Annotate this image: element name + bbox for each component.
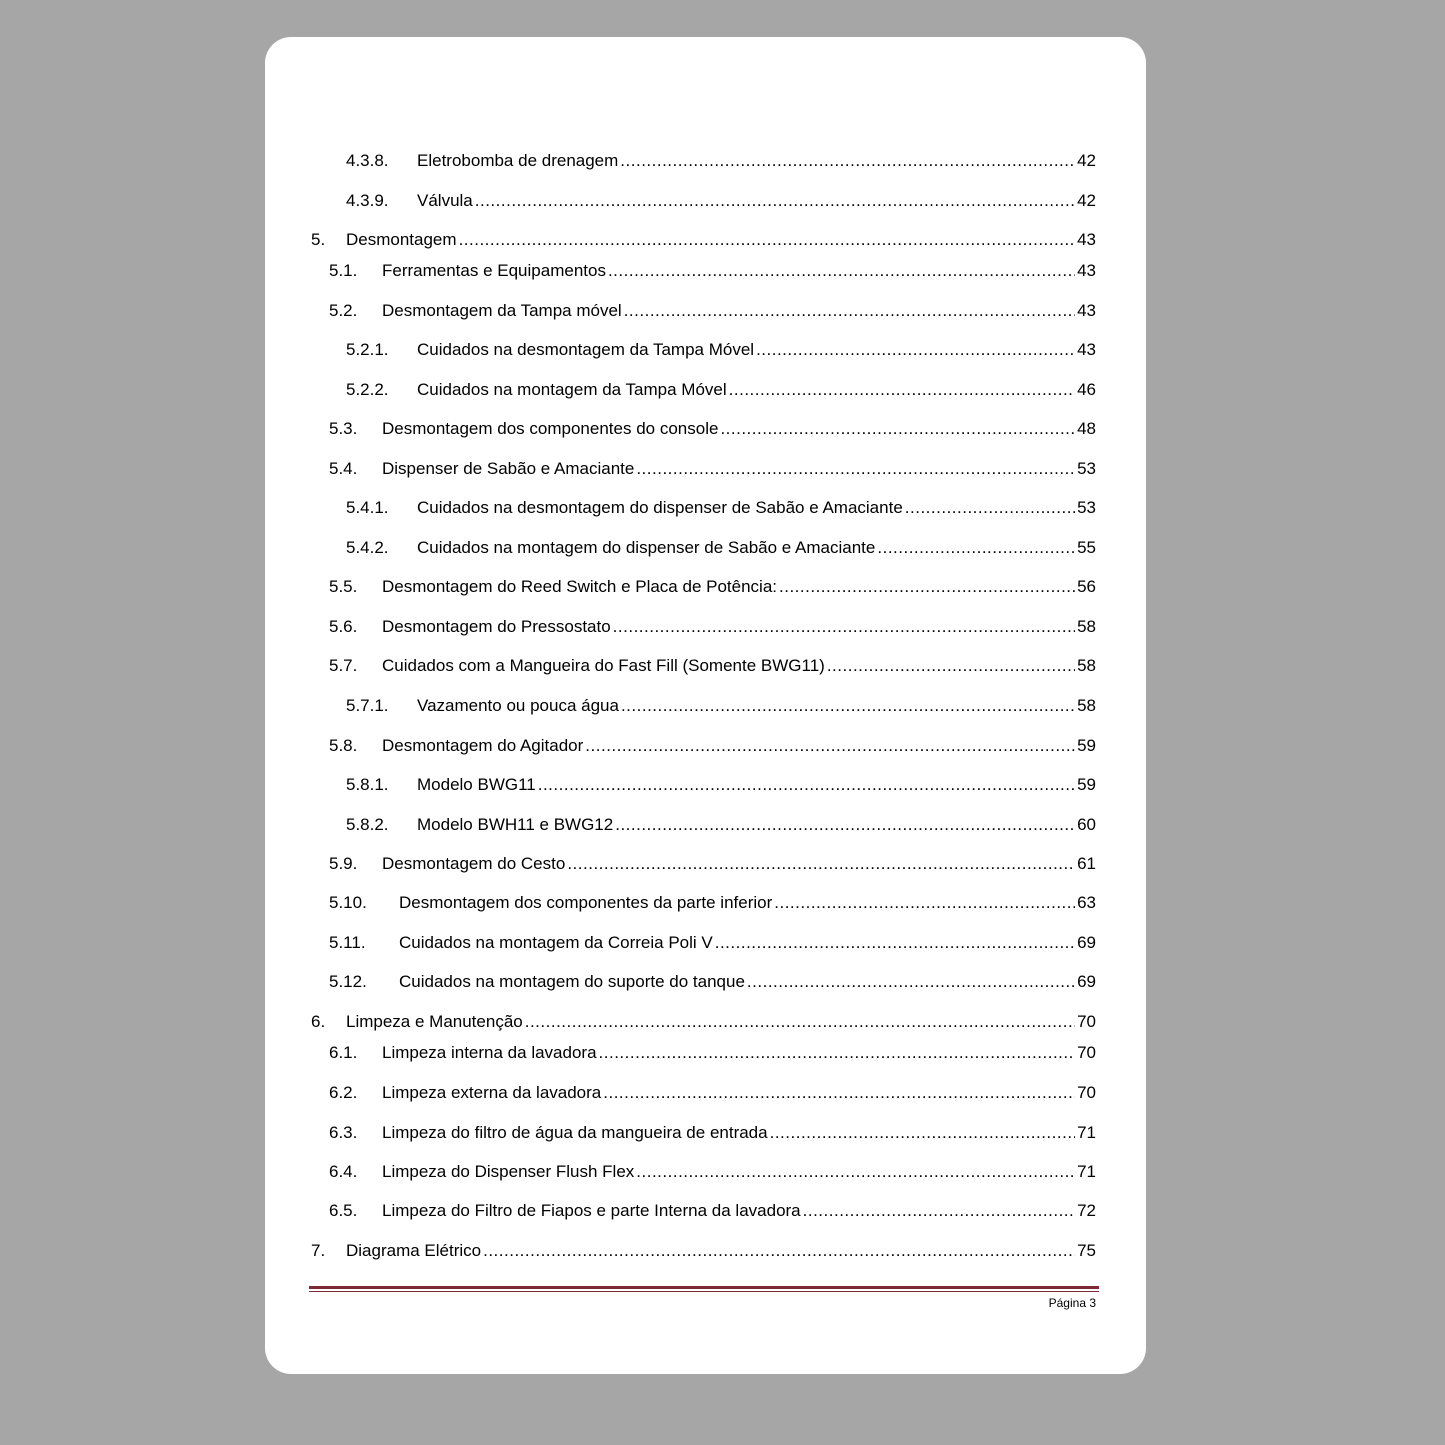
toc-dot-leader [729,378,1075,402]
toc-entry-page: 53 [1077,459,1096,478]
toc-entry-page: 72 [1077,1201,1096,1220]
toc-dot-leader [756,338,1075,362]
toc-entry-title: Cuidados na montagem da Tampa Móvel [417,380,727,399]
toc-dot-leader [636,1160,1075,1184]
toc-entry-title: Válvula [417,191,473,210]
toc-entry-number: 5.2.2. [346,380,389,399]
page-number: Página 3 [1048,1296,1096,1310]
toc-entry[interactable] [265,852,1146,876]
toc-entry-title: Cuidados na desmontagem do dispenser de Sabão e Amaciante [417,498,903,517]
toc-entry[interactable] [265,457,1146,481]
toc-dot-leader [585,734,1075,758]
toc-dot-leader [774,891,1075,915]
toc-entry-title: Cuidados com a Mangueira do Fast Fill (Somente BWG11) [382,656,825,675]
toc-entry-number: 7. [311,1241,326,1260]
toc-entry-page: 70 [1077,1012,1096,1031]
toc-entry-title: Desmontagem da Tampa móvel [382,301,622,320]
toc-dot-leader [715,931,1075,955]
toc-entry-title: Dispenser de Sabão e Amaciante [382,459,635,478]
toc-dot-leader [615,813,1075,837]
toc-entry-title: Cuidados na montagem do dispenser de Sabão e Amaciante [417,538,876,557]
toc-entry-number: 5.1. [329,261,358,280]
toc-entry-number: 5.10. [329,893,367,912]
toc-entry-page: 69 [1077,933,1096,952]
toc-entry-number: 6.2. [329,1083,358,1102]
toc-entry-page: 42 [1077,191,1096,210]
toc-entry[interactable] [265,536,1146,560]
toc-entry-title: Modelo BWG11 [417,775,536,794]
toc-dot-leader [613,615,1075,639]
toc-dot-leader [636,457,1075,481]
toc-entry-title: Desmontagem do Cesto [382,854,566,873]
toc-entry-title: Limpeza interna da lavadora [382,1043,597,1062]
document-page [265,37,1146,1374]
toc-entry-number: 5.4.1. [346,498,389,517]
toc-entry[interactable] [265,1121,1146,1145]
toc-entry-title: Limpeza do Dispenser Flush Flex [382,1162,635,1181]
toc-entry-number: 5.8.1. [346,775,389,794]
toc-entry[interactable] [265,970,1146,994]
toc-entry-page: 56 [1077,577,1096,596]
toc-entry[interactable] [265,891,1146,915]
toc-entry-title: Cuidados na montagem da Correia Poli V [399,933,713,952]
toc-entry-title: Desmontagem dos componentes da parte inferior [399,893,773,912]
toc-entry-page: 53 [1077,498,1096,517]
toc-entry-page: 63 [1077,893,1096,912]
toc-entry-page: 58 [1077,617,1096,636]
toc-entry-title: Vazamento ou pouca água [417,696,619,715]
toc-entry-title: Desmontagem do Reed Switch e Placa de Potência: [382,577,778,596]
toc-entry-title: Desmontagem do Pressostato [382,617,611,636]
toc-entry-number: 6.5. [329,1201,358,1220]
toc-dot-leader [475,189,1075,213]
toc-entry[interactable] [265,1239,1146,1263]
toc-entry[interactable] [265,228,1146,252]
toc-entry-page: 59 [1077,736,1096,755]
toc-entry-title: Desmontagem do Agitador [382,736,584,755]
toc-dot-leader [603,1081,1075,1105]
toc-entry-number: 5.7.1. [346,696,389,715]
toc-entry[interactable] [265,615,1146,639]
toc-entry[interactable] [265,931,1146,955]
toc-entry[interactable] [265,1041,1146,1065]
toc-entry-number: 5.8.2. [346,815,389,834]
toc-dot-leader [620,149,1075,173]
toc-entry-number: 5.2. [329,301,358,320]
toc-entry-page: 69 [1077,972,1096,991]
toc-entry-number: 5.3. [329,419,358,438]
toc-entry-title: Desmontagem [346,230,457,249]
toc-entry[interactable] [265,694,1146,718]
toc-entry-page: 60 [1077,815,1096,834]
toc-entry-title: Limpeza do Filtro de Fiapos e parte Interna da lavadora [382,1201,801,1220]
toc-entry-number: 5.9. [329,854,358,873]
toc-entry[interactable] [265,813,1146,837]
toc-entry-title: Limpeza do filtro de água da mangueira de entrada [382,1123,768,1142]
toc-entry-number: 5.7. [329,656,358,675]
toc-entry-page: 43 [1077,261,1096,280]
toc-entry-page: 71 [1077,1162,1096,1181]
toc-entry-page: 46 [1077,380,1096,399]
footer-divider [309,1286,1099,1293]
toc-entry-number: 6. [311,1012,326,1031]
toc-entry[interactable] [265,338,1146,362]
toc-entry-number: 5.6. [329,617,358,636]
toc-dot-leader [747,970,1075,994]
toc-entry-number: 5. [311,230,326,249]
toc-entry-number: 4.3.9. [346,191,389,210]
toc-dot-leader [525,1010,1075,1034]
toc-entry-title: Cuidados na desmontagem da Tampa Móvel [417,340,755,359]
toc-dot-leader [720,417,1075,441]
toc-entry[interactable] [265,575,1146,599]
toc-entry-page: 58 [1077,656,1096,675]
toc-dot-leader [459,228,1076,252]
toc-entry[interactable] [265,1199,1146,1223]
toc-entry-number: 5.5. [329,577,358,596]
toc-dot-leader [483,1239,1075,1263]
toc-dot-leader [624,299,1075,323]
toc-entry[interactable] [265,299,1146,323]
toc-entry-number: 5.11. [329,933,366,952]
toc-entry-number: 6.4. [329,1162,358,1181]
toc-entry-page: 75 [1077,1241,1096,1260]
toc-entry-title: Limpeza externa da lavadora [382,1083,602,1102]
toc-dot-leader [770,1121,1075,1145]
toc-entry-page: 61 [1077,854,1096,873]
toc-entry[interactable] [265,1010,1146,1034]
toc-entry-page: 70 [1077,1043,1096,1062]
toc-entry[interactable] [265,189,1146,213]
toc-entry[interactable] [265,149,1146,173]
toc-entry[interactable] [265,654,1146,678]
toc-entry-title: Eletrobomba de drenagem [417,151,619,170]
toc-dot-leader [538,773,1075,797]
toc-entry-page: 43 [1077,340,1096,359]
toc-entry-number: 6.1. [329,1043,358,1062]
toc-entry[interactable] [265,1081,1146,1105]
toc-entry-number: 5.2.1. [346,340,389,359]
toc-entry-number: 5.8. [329,736,358,755]
toc-entry[interactable] [265,259,1146,283]
toc-dot-leader [567,852,1075,876]
toc-entry-title: Desmontagem dos componentes do console [382,419,719,438]
toc-entry-page: 71 [1077,1123,1096,1142]
toc-entry[interactable] [265,734,1146,758]
toc-entry-page: 58 [1077,696,1096,715]
toc-entry-number: 5.4.2. [346,538,389,557]
toc-dot-leader [608,259,1075,283]
toc-entry-title: Limpeza e Manutenção [346,1012,523,1031]
toc-entry-number: 6.3. [329,1123,358,1142]
toc-entry-title: Diagrama Elétrico [346,1241,482,1260]
toc-entry[interactable] [265,378,1146,402]
toc-entry-page: 43 [1077,301,1096,320]
toc-entry[interactable] [265,773,1146,797]
table-of-contents [265,37,1146,1374]
toc-entry[interactable] [265,496,1146,520]
toc-dot-leader [779,575,1075,599]
toc-dot-leader [827,654,1075,678]
toc-entry-page: 59 [1077,775,1096,794]
toc-entry-page: 55 [1077,538,1096,557]
toc-entry-page: 48 [1077,419,1096,438]
toc-entry-title: Ferramentas e Equipamentos [382,261,606,280]
toc-entry-number: 4.3.8. [346,151,389,170]
toc-entry-number: 5.12. [329,972,367,991]
toc-entry-page: 42 [1077,151,1096,170]
toc-dot-leader [877,536,1075,560]
toc-entry[interactable] [265,1160,1146,1184]
toc-entry-page: 43 [1077,230,1096,249]
toc-entry[interactable] [265,417,1146,441]
toc-entry-number: 5.4. [329,459,358,478]
toc-entry-page: 70 [1077,1083,1096,1102]
toc-entry-title: Modelo BWH11 e BWG12 [417,815,614,834]
toc-dot-leader [621,694,1075,718]
toc-dot-leader [599,1041,1076,1065]
toc-entry-title: Cuidados na montagem do suporte do tanque [399,972,745,991]
toc-dot-leader [803,1199,1075,1223]
toc-dot-leader [905,496,1075,520]
